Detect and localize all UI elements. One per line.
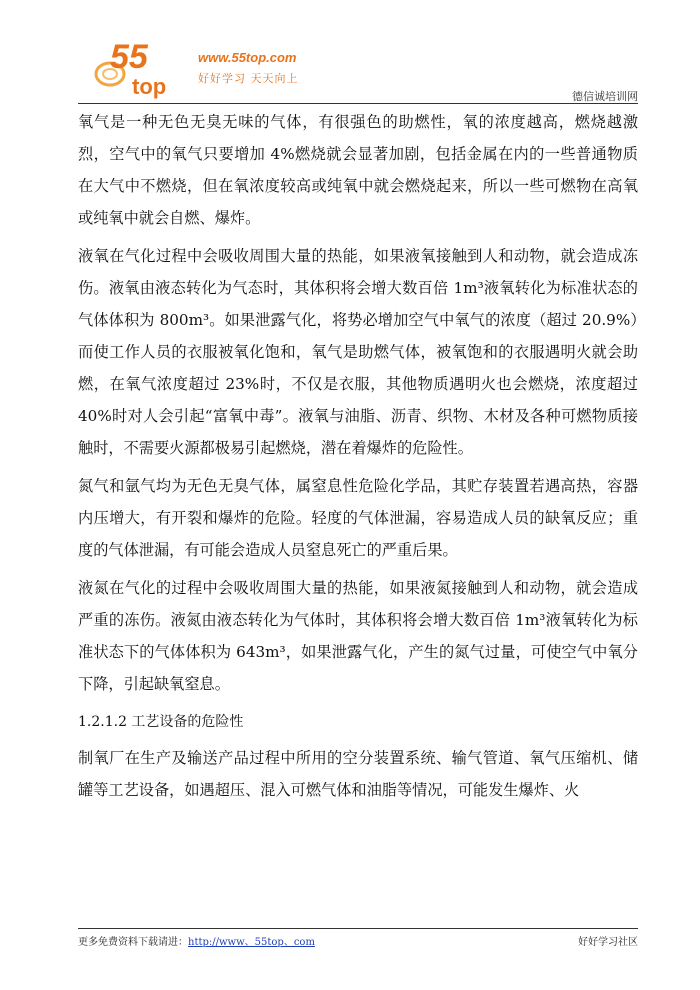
logo-graphic (88, 38, 198, 100)
logo-url: www.55top.com (198, 50, 297, 65)
footer-label: 更多免费资料下载请进： (78, 937, 188, 948)
site-logo[interactable] (88, 38, 348, 100)
logo-word: top (132, 74, 167, 99)
site-name: 德信诚培训网 (572, 90, 638, 103)
section-heading: 1.2.1.2 工艺设备的危险性 (78, 714, 244, 730)
footer-download-note (78, 933, 315, 948)
header-divider (78, 103, 638, 104)
footer-community: 好好学习社区 (578, 937, 638, 948)
logo-number: 55 (110, 38, 148, 76)
paragraph-process-equipment: 制氧厂在生产及输送产品过程中所用的空分装置系统、输气管道、氧气压缩机、储罐等工艺设备，如遇超压、混入可燃气体和油脂等情况，可能发生爆炸、火 (78, 749, 638, 799)
paragraph-nitrogen-argon: 氮气和氩气均为无色无臭气体，属窒息性危险化学品，其贮存装置若遇高热，容器内压增大，有开裂和爆炸的危险。轻度的气体泄漏，容易造成人员的缺氧反应；重度的气体泄漏，有可能会造成人员窒息死亡的严重后果。 (78, 477, 638, 559)
footer-link[interactable]: http://www、55top、com (188, 937, 315, 948)
page-header (78, 38, 638, 104)
document-body (78, 106, 638, 812)
logo-slogan: 好好学习 天天向上 (198, 72, 299, 85)
paragraph-liquid-nitrogen: 液氮在气化的过程中会吸收周围大量的热能，如果液氮接触到人和动物，就会造成严重的冻伤。液氮由液态转化为气体时，其体积将会增大数百倍 1m³液氧转化为标准状态下的气体体积为 643m³，如果泄露气化，产生的氮气过量，可使空气中氧分下降，引起缺氧窒息。 (78, 579, 638, 693)
paragraph-oxygen: 氧气是一种无色无臭无味的气体，有很强色的助燃性，氧的浓度越高，燃烧越激烈，空气中的氧气只要增加 4%燃烧就会显著加剧，包括金属在内的一些普通物质在大气中不燃烧，但在氧浓度较高或纯氧中就会燃烧起来，所以一些可燃物在高氧或纯氧中就会自燃、爆炸。 (78, 113, 638, 227)
page-footer (78, 928, 638, 949)
paragraph-liquid-oxygen: 液氧在气化过程中会吸收周围大量的热能，如果液氧接触到人和动物，就会造成冻伤。液氧由液态转化为气态时，其体积将会增大数百倍 1m³液氧转化为标准状态的气体体积为 800m³。如果泄露气化，将势必增加空气中氧气的浓度（超过 20.9%）而使工作人员的衣服被氧化饱和，氧气是助燃气体，被氧饱和的衣服遇明火就会助燃，在氧气浓度超过 23%时，不仅是衣服，其他物质遇明火也会燃烧，浓度超过 40%时对人会引起“富氧中毒”。液氧与油脂、沥青、织物、木材及各种可燃物质接触时，不需要火源都极易引起燃烧，潜在着爆炸的危险性。 (78, 247, 638, 457)
